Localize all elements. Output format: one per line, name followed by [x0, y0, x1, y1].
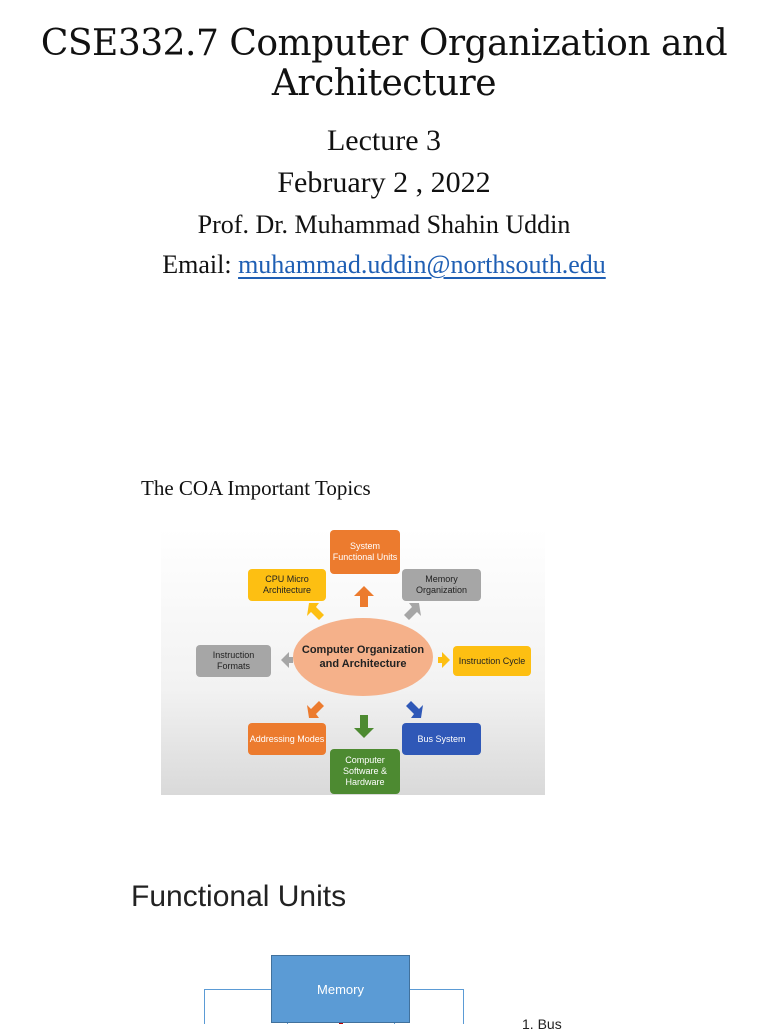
document-title [0, 24, 768, 104]
bus-list-item: 1. Bus [522, 1016, 562, 1032]
instruction-formats-box: Instruction Formats [196, 645, 271, 677]
email-label: Email: [162, 250, 232, 279]
email-link[interactable]: muhammad.uddin@northsouth.edu [238, 250, 606, 279]
bus-system-box: Bus System [402, 723, 481, 755]
coa-center-ellipse: Computer Organization and Architecture [293, 618, 433, 696]
arrow-left-icon [281, 652, 293, 668]
functional-units-heading: Functional Units [131, 880, 347, 913]
system-functional-units-box: System Functional Units [330, 530, 400, 574]
coa-topics-diagram [161, 529, 545, 795]
title-line-2: Architecture [271, 63, 497, 104]
connector-line [463, 989, 464, 1024]
memory-box: Memory [271, 955, 410, 1023]
connector-line [204, 989, 271, 990]
arrow-up-left-icon [307, 603, 324, 620]
memory-organization-box: Memory Organization [402, 569, 481, 601]
addressing-modes-box: Addressing Modes [248, 723, 326, 755]
computer-software-hardware-box: Computer Software & Hardware [330, 749, 400, 794]
arrow-right-icon [438, 652, 450, 668]
instruction-cycle-box: Instruction Cycle [453, 646, 531, 676]
arrow-up-icon [354, 586, 374, 607]
arrow-down-left-icon [307, 701, 324, 718]
coa-caption: The COA Important Topics [141, 476, 371, 500]
arrow-up-right-icon [404, 603, 421, 620]
title-line-1: CSE332.7 Computer Organization and [40, 23, 728, 64]
arrow-down-right-icon [406, 701, 423, 718]
email-line [0, 250, 768, 280]
connector-line [204, 989, 205, 1024]
connector-line [410, 989, 463, 990]
arrow-down-icon [354, 715, 374, 738]
cpu-micro-architecture-box: CPU Micro Architecture [248, 569, 326, 601]
lecture-number: Lecture 3 [326, 124, 442, 157]
professor-name: Prof. Dr. Muhammad Shahin Uddin [197, 210, 571, 239]
lecture-date: February 2 , 2022 [277, 166, 491, 199]
